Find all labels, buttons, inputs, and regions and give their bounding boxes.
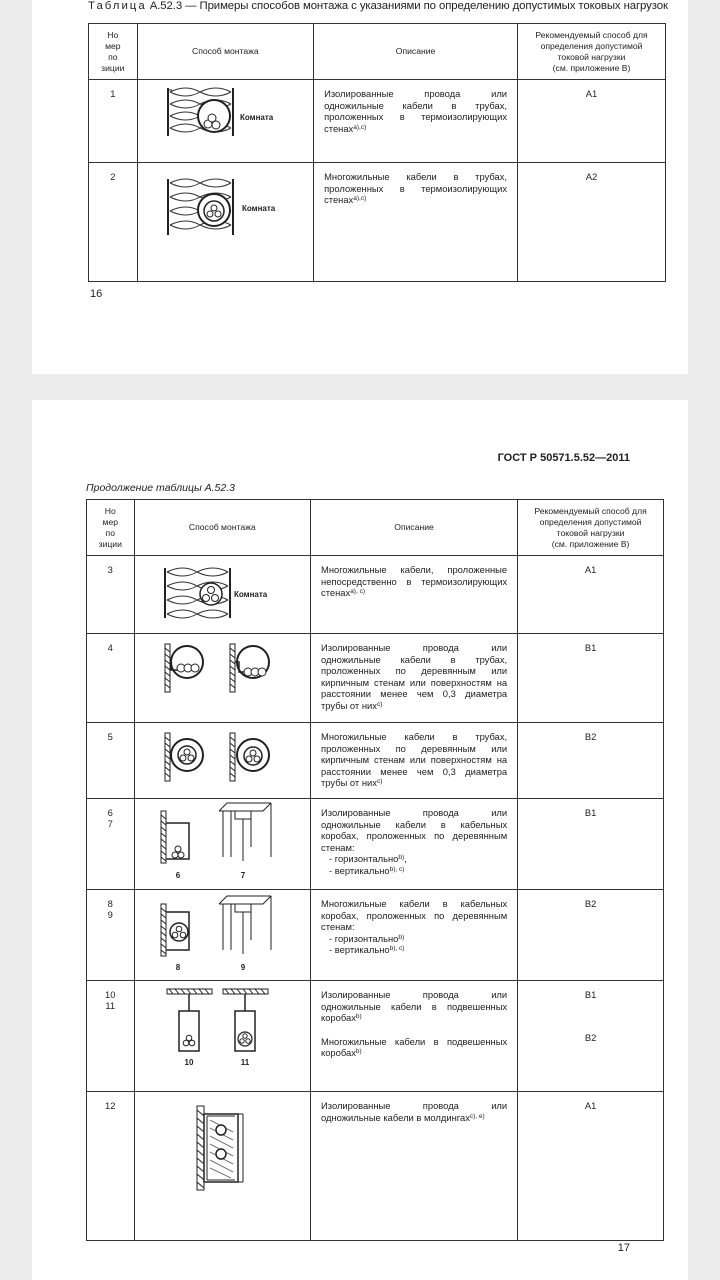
header-description: Описание [311,500,518,556]
row-description: Изолированные провода или одножильные кабели в молдингах$^{с), е)}$ [311,1092,518,1241]
table-row [87,799,664,890]
row-description: Изолированные провода или одножильные кабели в кабельных коробах, проложенных по деревянным стенам: - горизонтально$^{b)}$, - вертикально$^{b), с)}$ [311,799,518,890]
room-label: Комната [233,590,267,599]
figure-conduit-on-wall-multicore [134,723,310,799]
row-recommended: А1 [518,556,664,634]
figure-moulding [134,1092,310,1241]
figure-label: 7 [240,871,245,880]
row-description: Многожильные кабели, проложенные непосредственно в термоизолирующих стенах$^{а), с)}$ [311,556,518,634]
row-recommended: В2 [518,890,664,981]
caption-prefix: Таблица [88,0,147,12]
figure-trunking-on-wall-multicore [134,890,310,981]
row-description: Многожильные кабели в трубах, проложенных в термоизолирующих стенах$^{а),с)}$ [314,163,518,282]
row-recommended: В1 В2 [518,981,664,1092]
table-header-row [87,500,664,556]
header-num: Но мер по зиции [87,500,135,556]
row-recommended: В2 [518,723,664,799]
figure-label: 6 [175,871,180,880]
page-number: 16 [90,288,103,300]
row-number: 3 [87,556,135,634]
table-row [87,723,664,799]
mounting-table-part1 [88,23,666,282]
table-header-row [89,24,666,80]
row-description: Изолированные провода или одножильные кабели в трубах, проложенных в термоизолирующих стенах$^{а),с)}$ [314,80,518,163]
figure-conduit-on-wall-single-core [134,634,310,723]
figure-label: 9 [240,963,245,972]
table-caption [88,0,668,12]
document-page-16 [32,0,688,374]
row-recommended: А1 [518,80,666,163]
row-description: Многожильные кабели в кабельных коробах, проложенных по деревянным стенам: - горизонтально$^{b)}$ - вертикально$^{b), с)}$ [311,890,518,981]
row-recommended: А2 [518,163,666,282]
table-continuation-label: Продолжение таблицы А.52.3 [86,482,235,494]
table-row [87,890,664,981]
document-header-standard: ГОСТ Р 50571.5.52—2011 [497,452,630,464]
figure-cable-in-insulated-wall [134,556,310,634]
page-number: 17 [617,1242,630,1254]
figure-label: 10 [184,1058,193,1067]
row-description: Изолированные провода или одножильные кабели в подвешенных коробах$^{b)}$ Многожильные кабели в подвешенных коробах$^{b)}$ [311,981,518,1092]
table-row [87,634,664,723]
caption-text: А.52.3 — Примеры способов монтажа с указаниями по определению допустимых токовых нагрузок [146,0,668,12]
header-num: Но мер по зиции [89,24,138,80]
row-number: 6 7 [87,799,135,890]
table-row [87,981,664,1092]
row-recommended: В1 [518,634,664,723]
document-page-17 [32,400,688,1280]
row-number: 2 [89,163,138,282]
header-method: Способ монтажа [134,500,310,556]
header-recommended: Рекомендуемый способ для определения допустимой токовой нагрузки (см. приложение В) [518,500,664,556]
row-number: 5 [87,723,135,799]
room-label: Комната [239,113,273,122]
table-row [87,556,664,634]
header-recommended: Рекомендуемый способ для определения допустимой токовой нагрузки (см. приложение В) [518,24,666,80]
figure-suspended-trunking [134,981,310,1092]
row-description: Многожильные кабели в трубах, проложенных по деревянным или кирпичным стенам или поверхностям на расстоянии менее чем 0,3 диаметра трубы от них$^{с)}$ [311,723,518,799]
header-description: Описание [314,24,518,80]
header-method: Способ монтажа [137,24,313,80]
row-number: 8 9 [87,890,135,981]
row-recommended: А1 [518,1092,664,1241]
row-number: 1 [89,80,138,163]
table-row [89,163,666,282]
table-row [89,80,666,163]
figure-trunking-on-wall-single-core [134,799,310,890]
row-number: 4 [87,634,135,723]
figure-insulated-wall-conduit [137,80,313,163]
figure-label: 11 [240,1058,249,1067]
mounting-table-part2 [86,499,664,1241]
table-row [87,1092,664,1241]
row-recommended: В1 [518,799,664,890]
row-number: 10 11 [87,981,135,1092]
figure-multicore-conduit-insulated-wall [137,163,313,282]
room-label: Комната [241,204,275,213]
row-description: Изолированные провода или одножильные кабели в трубах, проложенных по деревянным или кирпичным стенам или поверхностям на расстоянии менее чем 0,3 диаметра трубы от них$^{с)}$ [311,634,518,723]
figure-label: 8 [175,963,180,972]
row-number: 12 [87,1092,135,1241]
